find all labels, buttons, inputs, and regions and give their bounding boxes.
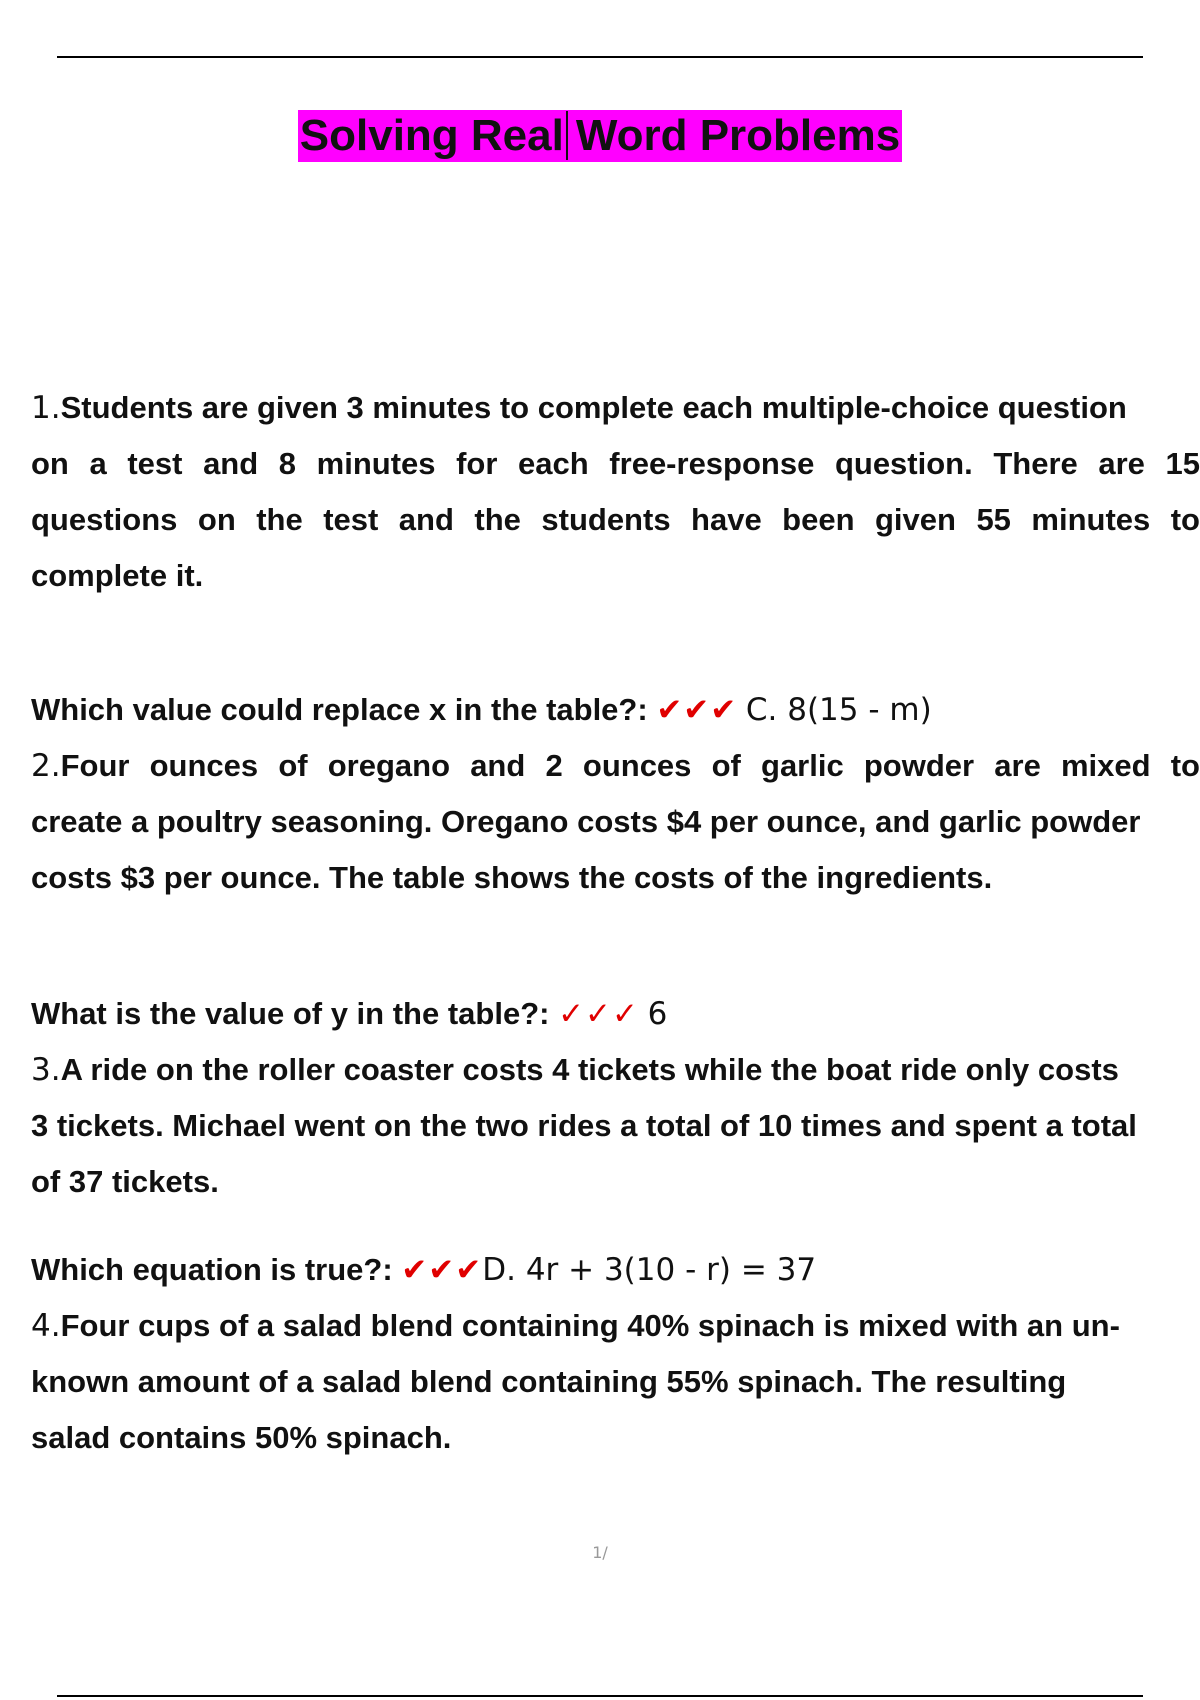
question-1-number: 1.	[31, 390, 61, 426]
question-2-text-line-3: costs $3 per ounce. The table shows the costs of the ingredients.	[31, 860, 993, 895]
question-1-line-1	[31, 380, 1200, 436]
question-3-text-line-1: A ride on the roller coaster costs 4 tickets while the boat ride only costs	[60, 1052, 1119, 1087]
question-1-prompt-row	[31, 682, 1200, 738]
check-mark-icon: ✔✔✔	[401, 1252, 483, 1288]
question-1-answer: C. 8(15 - m)	[745, 692, 932, 728]
question-4-text-line-2: known amount of a salad blend containing 55% spinach. The resulting	[31, 1364, 1067, 1399]
question-4	[31, 1298, 1200, 1466]
question-2	[31, 738, 1200, 1042]
question-1-text-line-4: complete it.	[31, 558, 204, 593]
question-4-text-line-1: Four cups of a salad blend containing 40% spinach is mixed with an un-	[60, 1308, 1120, 1343]
page-number: 1/	[592, 1543, 608, 1562]
question-3-text-line-2: 3 tickets. Michael went on the two rides a total of 10 times and spent a total	[31, 1108, 1137, 1143]
question-2-text-line-2: create a poultry seasoning. Oregano costs $4 per ounce, and garlic powder	[31, 804, 1141, 839]
question-4-number: 4.	[31, 1308, 61, 1344]
question-3-number: 3.	[31, 1052, 61, 1088]
question-2-answer: 6	[647, 996, 668, 1032]
title-part-1: Solving Real	[299, 111, 564, 160]
question-3-text-line-3: of 37 tickets.	[31, 1164, 219, 1199]
question-3-prompt: Which equation is true?:	[31, 1252, 393, 1287]
question-3-line-1	[31, 1042, 1200, 1098]
question-3	[31, 1042, 1200, 1298]
document-body	[31, 380, 1200, 1466]
top-rule	[57, 56, 1143, 58]
question-2-prompt-row	[31, 986, 1200, 1042]
check-mark-icon: ✔✔✔	[656, 692, 738, 728]
title-container	[0, 110, 1200, 162]
question-2-line-1	[31, 738, 1200, 794]
question-1	[31, 380, 1200, 738]
question-1-text-line-2: on a test and 8 minutes for each free-response question. There are 15	[31, 446, 1200, 481]
question-2-text-line-1: Four ounces of oregano and 2 ounces of garlic powder are mixed to	[60, 748, 1200, 783]
bottom-rule	[57, 1695, 1143, 1697]
question-1-text-line-1: Students are given 3 minutes to complete each multiple-choice question	[60, 390, 1127, 425]
check-mark-icon: ✓✓✓	[558, 996, 640, 1032]
page-title	[298, 110, 902, 162]
question-2-prompt: What is the value of y in the table?:	[31, 996, 550, 1031]
title-part-2: Word Problems	[566, 111, 900, 160]
question-4-text-line-3: salad contains 50% spinach.	[31, 1420, 452, 1455]
question-2-number: 2.	[31, 748, 61, 784]
question-1-prompt: Which value could replace x in the table?:	[31, 692, 648, 727]
question-3-answer: D. 4r + 3(10 - r) = 37	[482, 1252, 817, 1288]
question-4-line-1	[31, 1298, 1200, 1354]
question-3-prompt-row	[31, 1242, 1200, 1298]
question-1-text-line-3: questions on the test and the students have been given 55 minutes to	[31, 502, 1200, 537]
